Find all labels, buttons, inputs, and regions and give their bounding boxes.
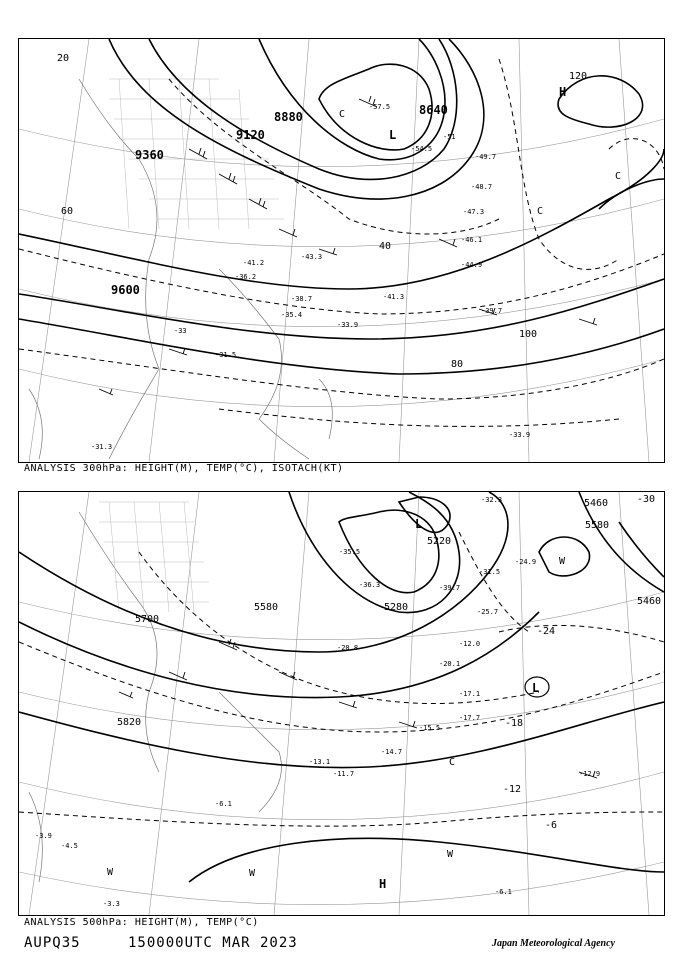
- temp-label: -44.9: [461, 261, 483, 269]
- temp-label: -12.9: [579, 770, 601, 778]
- temp-label: -46.1: [461, 236, 483, 244]
- isotherm-label: -30: [637, 494, 656, 505]
- isotach-label: 40: [379, 241, 392, 252]
- temp-label: -51: [443, 133, 456, 141]
- height-label: 5220: [427, 536, 452, 547]
- temp-label: -49.7: [475, 153, 497, 161]
- temp-label: -39.7: [439, 584, 461, 592]
- height-label: 5460: [637, 596, 662, 607]
- temp-label: -43.3: [301, 253, 323, 261]
- height-label: 9360: [135, 148, 164, 162]
- warm-center-marker: W: [447, 849, 454, 860]
- temperature-labels: [35, 496, 600, 908]
- isotherm-label: -6: [545, 820, 558, 831]
- temp-label: -36.3: [359, 581, 381, 589]
- temp-label: -3.9: [35, 832, 52, 840]
- height-label: 5280: [384, 602, 409, 613]
- temp-label: -54.5: [411, 145, 433, 153]
- temp-label: -3.3: [103, 900, 120, 908]
- graticule: [19, 39, 664, 462]
- height-contour-south: [189, 838, 664, 882]
- height-label: 8880: [274, 110, 303, 124]
- temp-label: -57.5: [369, 103, 391, 111]
- isotach-label: 20: [57, 53, 70, 64]
- temp-label: -4.5: [61, 842, 78, 850]
- height-label: 8640: [419, 103, 448, 117]
- temp-label: -17.1: [459, 690, 481, 698]
- height-label: 5700: [135, 614, 160, 625]
- height-label: 5820: [117, 717, 142, 728]
- temp-label: -31.3: [91, 443, 113, 451]
- high-center-marker: H: [379, 877, 387, 891]
- isotach-label: 60: [61, 206, 74, 217]
- isotherm-label: -24: [537, 626, 556, 637]
- coastlines: [29, 512, 282, 882]
- product-code: AUPQ35: [24, 935, 81, 951]
- hatch-area: [99, 502, 209, 612]
- chart-panel-300hpa: [18, 38, 665, 463]
- height-label: 5580: [254, 602, 279, 613]
- isotherm-label: -12: [503, 784, 522, 795]
- cold-center-marker: C: [339, 109, 346, 120]
- height-label: 5580: [585, 520, 610, 531]
- temp-label: -32.3: [481, 496, 503, 504]
- temp-label: -33.9: [337, 321, 359, 329]
- cold-center-marker: C: [449, 757, 456, 768]
- temp-label: -33: [174, 327, 187, 335]
- map-500hpa: [19, 492, 664, 915]
- temp-label: -35.4: [281, 311, 303, 319]
- temp-label: -20.8: [337, 644, 359, 652]
- isotherm-label: -18: [505, 718, 524, 729]
- cold-center-marker: C: [537, 206, 544, 217]
- map-300hpa: [19, 39, 664, 462]
- temp-label: -15.5: [419, 724, 441, 732]
- cold-center-marker: C: [615, 171, 622, 182]
- temp-label: -12.0: [459, 640, 481, 648]
- temp-label: -11.7: [333, 770, 355, 778]
- low-center-marker: L: [389, 128, 397, 142]
- temp-label: -31.5: [479, 568, 501, 576]
- low-center-marker: L: [532, 681, 540, 695]
- isotach-label: 100: [519, 329, 538, 340]
- chart-panel-500hpa: [18, 491, 665, 916]
- temp-label: -17.7: [459, 714, 481, 722]
- caption-300hpa: ANALYSIS 300hPa: HEIGHT(M), TEMP(°C), ISOTACH(KT): [24, 463, 344, 474]
- warm-center-marker: W: [559, 556, 566, 567]
- temp-label: -41.3: [383, 293, 405, 301]
- temp-label: -33.9: [509, 431, 531, 439]
- temp-label: -41.2: [243, 259, 265, 267]
- warm-center-marker: W: [107, 867, 114, 878]
- temp-label: -20.1: [439, 660, 461, 668]
- temp-label: -47.3: [463, 208, 485, 216]
- height-label: 9120: [236, 128, 265, 142]
- temp-label: -38.7: [291, 295, 313, 303]
- temp-label: -31.5: [215, 351, 237, 359]
- temp-label: -25.7: [477, 608, 499, 616]
- agency-name: Japan Meteorological Agency: [492, 938, 615, 949]
- height-label: 9600: [111, 283, 140, 297]
- isotach-label: 80: [451, 359, 464, 370]
- temp-label: -48.7: [471, 183, 493, 191]
- warm-center-marker: W: [249, 868, 256, 879]
- temp-label: -6.1: [495, 888, 512, 896]
- temp-label: -14.7: [381, 748, 403, 756]
- low-center-marker: L: [415, 517, 423, 531]
- valid-time: 150000UTC MAR 2023: [128, 935, 298, 951]
- temp-label: -35.5: [339, 548, 361, 556]
- height-label: 5460: [584, 498, 609, 509]
- temp-label: -39.7: [481, 307, 503, 315]
- temp-label: -24.9: [515, 558, 537, 566]
- high-center-marker: H: [559, 85, 567, 99]
- temp-label: -36.2: [235, 273, 257, 281]
- temp-label: -13.1: [309, 758, 331, 766]
- temp-label: -6.1: [215, 800, 232, 808]
- isotach-label: 120: [569, 71, 588, 82]
- caption-500hpa: ANALYSIS 500hPa: HEIGHT(M), TEMP(°C): [24, 917, 259, 928]
- height-contours: [19, 492, 664, 768]
